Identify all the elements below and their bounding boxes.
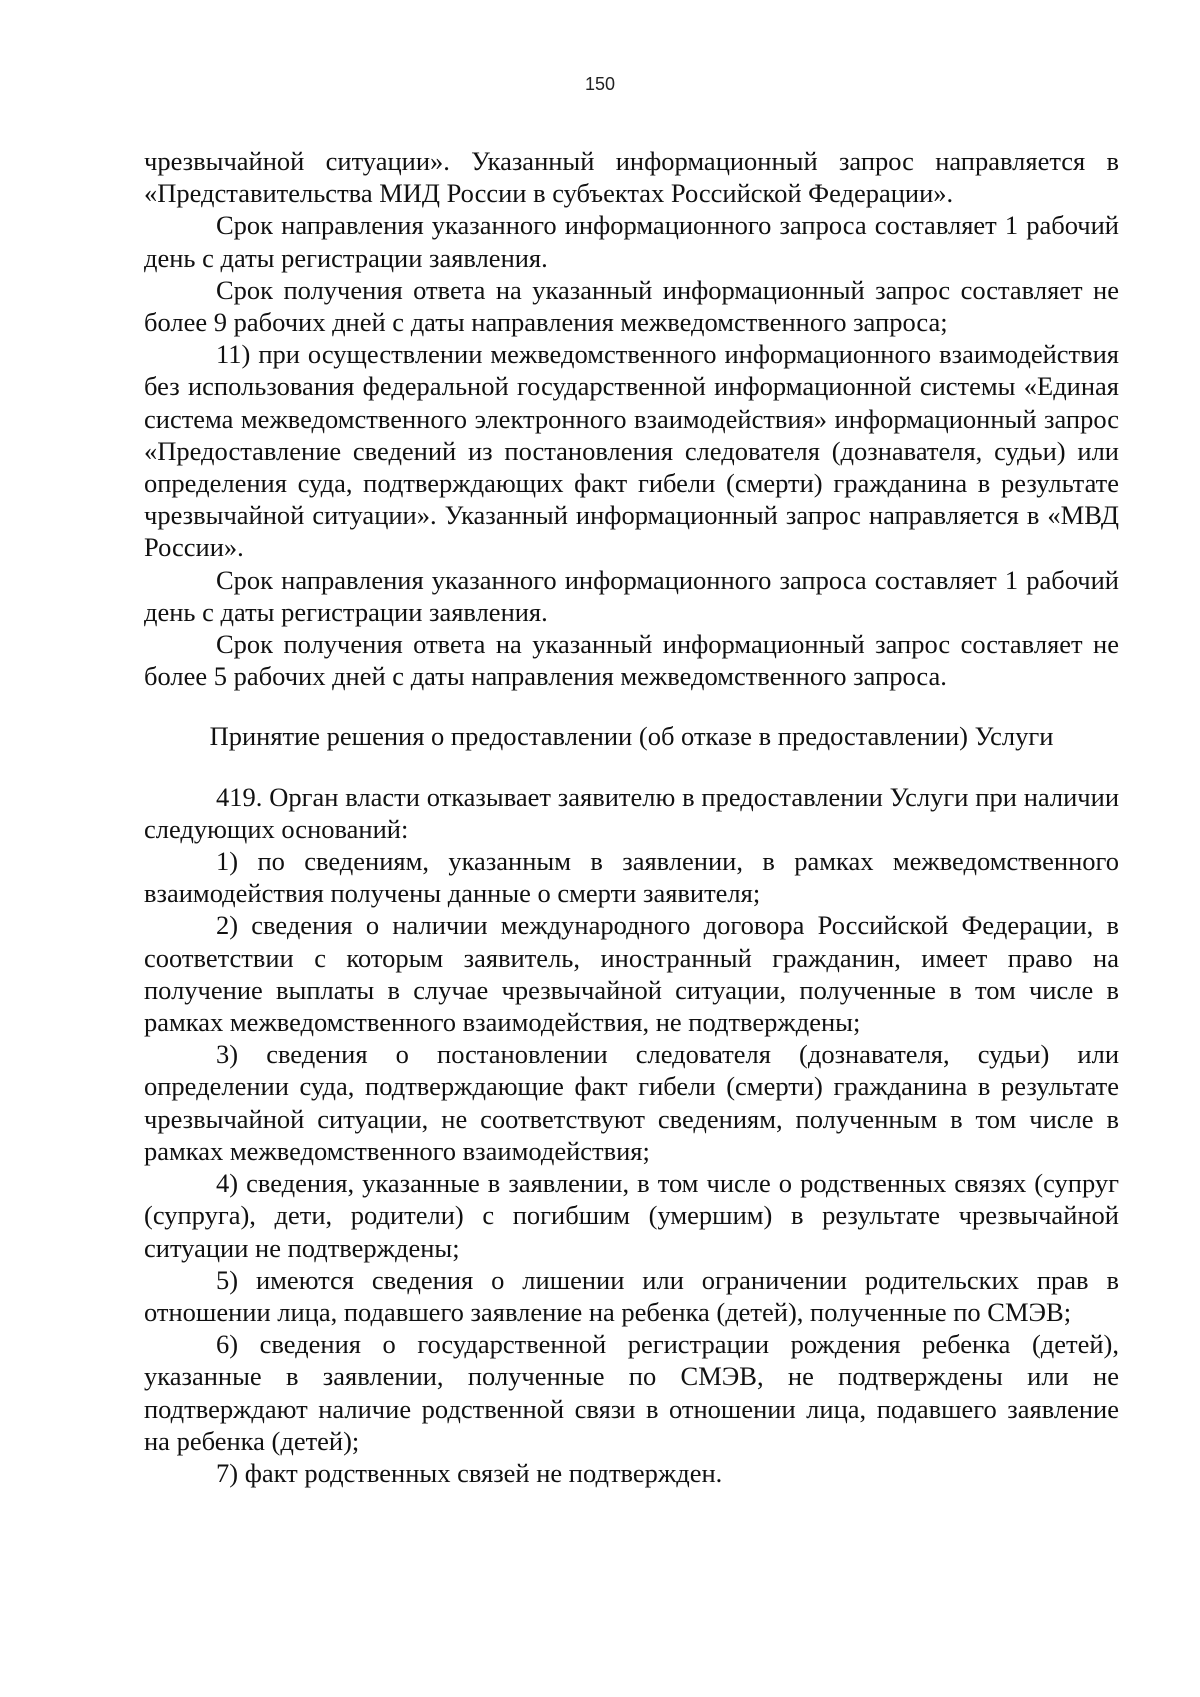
paragraph: Срок направления указанного информационного запроса составляет 1 рабочий день с даты регистрации заявления. bbox=[144, 210, 1119, 273]
paragraph: 11) при осуществлении межведомственного информационного взаимодействия без использования федеральной государственной информационной системы «Единая система межведомственного электронного взаимодействия» информационный запрос «Предоставление сведений из постановления следователя (дознавателя, судьи) или определения суда, подтверждающих факт гибели (смерти) гражданина в результате чрезвычайной ситуации». Указанный информационный запрос направляется в «МВД России». bbox=[144, 339, 1119, 563]
list-item: 4) сведения, указанные в заявлении, в том числе о родственных связях (супруг (супруга), дети, родители) с погибшим (умершим) в результате чрезвычайной ситуации не подтверждены; bbox=[144, 1168, 1119, 1263]
list-item: 7) факт родственных связей не подтвержден. bbox=[216, 1457, 723, 1488]
section-heading: Принятие решения о предоставлении (об отказе в предоставлении) Услуги bbox=[209, 721, 1054, 752]
list-item: 6) сведения о государственной регистрации рождения ребенка (детей), указанные в заявлении, полученные по СМЭВ, не подтверждены или не подтверждают наличие родственной связи в отношении лица, подавшего заявление на ребенка (детей); bbox=[144, 1329, 1119, 1456]
paragraph-continuation: чрезвычайной ситуации». Указанный информационный запрос направляется в «Представительства МИД России в субъектах Российской Федерации». bbox=[144, 146, 1119, 209]
paragraph: Срок получения ответа на указанный информационный запрос составляет не более 5 рабочих дней с даты направления межведомственного запроса. bbox=[144, 629, 1119, 692]
list-item: 2) сведения о наличии международного договора Российской Федерации, в соответствии с которым заявитель, иностранный гражданин, имеет право на получение выплаты в случае чрезвычайной ситуации, полученные в том числе в рамках межведомственного взаимодействия, не подтверждены; bbox=[144, 910, 1119, 1038]
list-item: 5) имеются сведения о лишении или ограничении родительских прав в отношении лица, подавшего заявление на ребенка (детей), полученные по СМЭВ; bbox=[144, 1264, 1119, 1327]
page-number: 150 bbox=[584, 74, 616, 94]
list-item: 1) по сведениям, указанным в заявлении, в рамках межведомственного взаимодействия получены данные о смерти заявителя; bbox=[144, 846, 1119, 909]
paragraph: Срок получения ответа на указанный информационный запрос составляет не более 9 рабочих дней с даты направления межведомственного запроса; bbox=[144, 274, 1119, 338]
paragraph: 419. Орган власти отказывает заявителю в предоставлении Услуги при наличии следующих оснований: bbox=[144, 781, 1119, 844]
list-item: 3) сведения о постановлении следователя (дознавателя, судьи) или определении суда, подтверждающие факт гибели (смерти) гражданина в результате чрезвычайной ситуации, не соответствуют сведениям, полученным в том числе в рамках межведомственного взаимодействия; bbox=[144, 1039, 1119, 1166]
paragraph: Срок направления указанного информационного запроса составляет 1 рабочий день с даты регистрации заявления. bbox=[144, 564, 1119, 627]
document-body bbox=[144, 145, 1119, 1489]
